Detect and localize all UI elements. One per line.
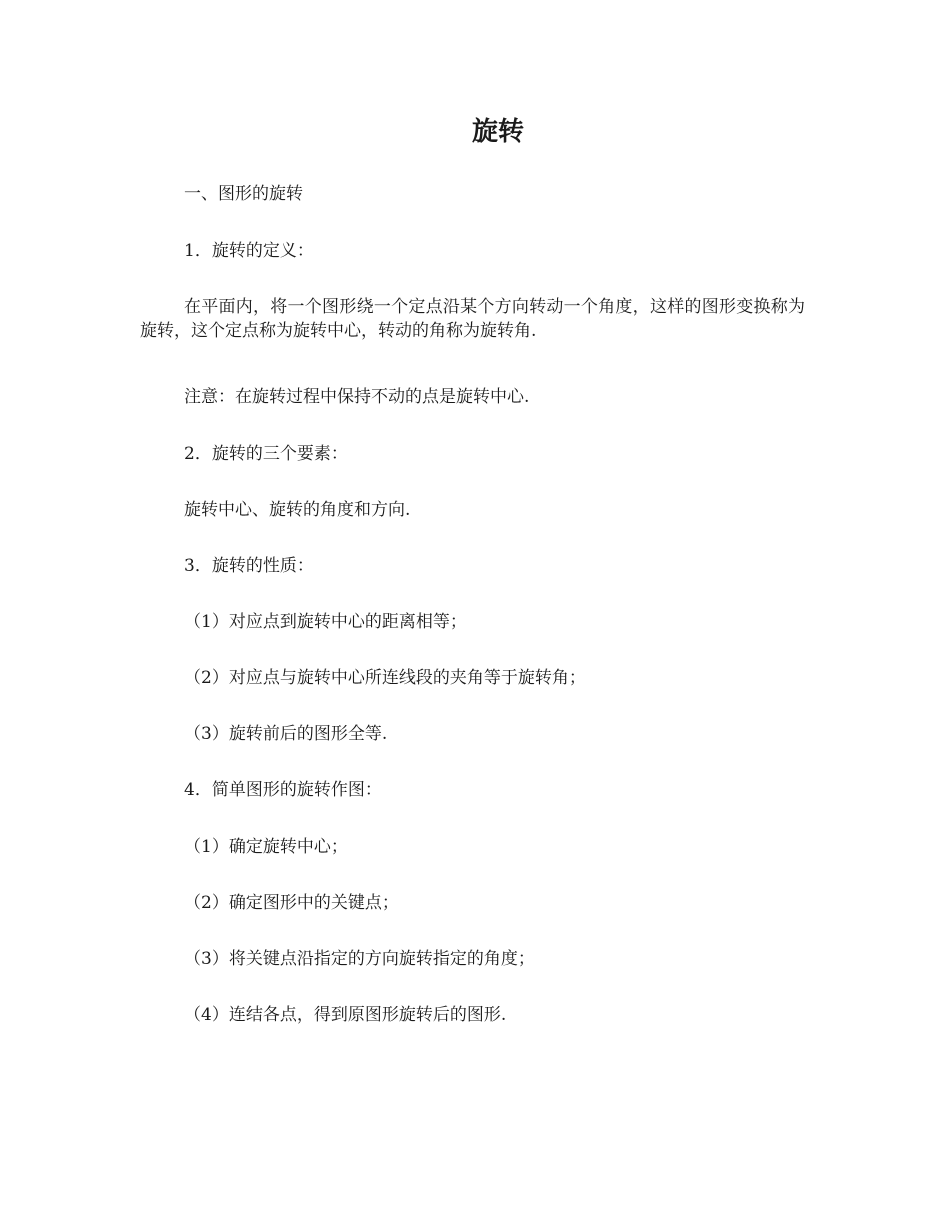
property-item: （2）对应点与旋转中心所连线段的夹角等于旋转角； [184, 668, 586, 688]
step-item: （3）将关键点沿指定的方向旋转指定的角度； [184, 949, 535, 969]
step-item: （2）确定图形中的关键点； [184, 893, 399, 913]
item-1-heading: 1．旋转的定义： [184, 241, 314, 261]
property-item: （3）旋转前后的图形全等. [184, 724, 388, 744]
property-item: （1）对应点到旋转中心的距离相等； [184, 612, 467, 632]
step-item: （4）连结各点，得到原图形旋转后的图形. [184, 1005, 507, 1025]
document-title: 旋转 [471, 117, 524, 147]
item-4-heading: 4．简单图形的旋转作图： [184, 780, 382, 800]
elements-text: 旋转中心、旋转的角度和方向. [184, 500, 411, 520]
step-item: （1）确定旋转中心； [184, 837, 348, 857]
item-2-heading: 2．旋转的三个要素： [184, 444, 348, 464]
note-text: 注意：在旋转过程中保持不动的点是旋转中心. [184, 387, 530, 407]
definition-paragraph: 在平面内，将一个图形绕一个定点沿某个方向转动一个角度，这样的图形变换称为旋转，这个定点称为旋转中心，转动的角称为旋转角. [140, 297, 805, 341]
item-3-heading: 3．旋转的性质： [184, 556, 314, 576]
section-heading: 一、图形的旋转 [184, 184, 303, 204]
